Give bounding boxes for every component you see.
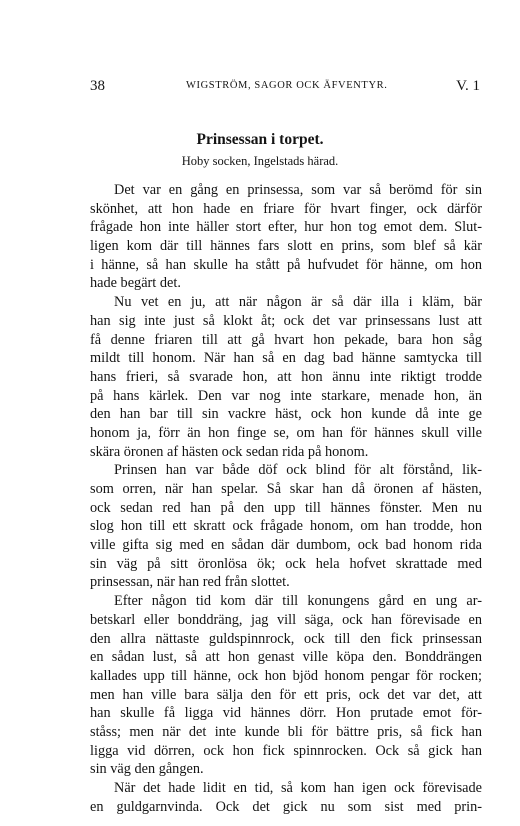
text-line: skönhet, att hon hade en friare för hvart finger, ock därför (90, 200, 482, 217)
text-line: sin väg på sitt öronlösa ök; ock hela hofvet skrattade med (90, 555, 482, 572)
volume-mark: V. 1 (456, 78, 480, 94)
text-line: Det var en gång en prinsessa, som var så berömd för sin (114, 182, 482, 198)
text-line: få denne friaren till att gå hvart hon pekade, bara hon såg (90, 331, 482, 348)
story-subtitle: Hoby socken, Ingelstads härad. (181, 154, 339, 168)
text-line: slog hon till ett skratt ock frågade honom, om han trodde, hon (90, 518, 482, 535)
text-line: ligga vid dörren, ock hon fick spinnrocken. Ock så gick han (90, 742, 482, 759)
text-line: betskarl eller bonddräng, jag vill säga, ock han förevisade en (90, 611, 482, 628)
text-line: ligen kom där till hännes fars slott en prins, som blef så kär (90, 238, 482, 255)
text-line: mildt till honom. När han så en dag bad hänne samtycka till (90, 350, 482, 367)
text-line: Nu vet en ju, att när någon är så där illa i kläm, bär (114, 294, 482, 311)
text-line: en sådan lust, så att hon genast ville köpa den. Bonddrängen (90, 649, 482, 666)
text-line: När det hade lidit en tid, så kom han igen ock förevisade (114, 780, 482, 796)
text-line: Prinsen han var både döf ock blind för alt förstånd, lik- (114, 462, 482, 479)
text-line: på hans kärlek. Den var nog inte starkare, menade hon, än (90, 387, 482, 404)
text-line: som orren, när han spelar. Så skar han då öronen af hästen, (90, 481, 482, 497)
text-line: den allra nättaste guldspinnrock, ock till den fick prinsessan (90, 630, 482, 647)
story-title: Prinsessan i torpet. (196, 131, 324, 148)
running-head (90, 78, 480, 98)
text-line: frågade hon inte häller stort efter, hur hon tog emot dem. Slut- (90, 219, 482, 236)
text-line: han skulle få ligga vid hännes dörr. Hon prutade emot för- (90, 705, 482, 722)
running-title: WIGSTRÖM, SAGOR OCK ÄFVENTYR. (186, 80, 388, 91)
text-line: ståss; men när det inte kunde bli för bättre pris, så fick han (90, 723, 482, 740)
text-line: i hänne, så han skulle ha stått på hufvudet för hänne, om hon (90, 256, 482, 273)
text-line: skära öronen af hästen ock sedan rida på honom. (90, 443, 369, 460)
text-line: hans frieri, så svarade hon, att hon ännu inte riktigt trodde (90, 368, 482, 385)
text-line: ock sedan red han på den upp till hännes fönster. Men nu (90, 499, 482, 516)
text-line: Efter någon tid kom där till konungens gård en ung ar- (114, 593, 482, 610)
text-line: kallades upp till hänne, ock hon bjöd honom pengar för rocken; (90, 667, 482, 684)
text-line: men han ville bara sälja den för ett pris, ock det var det, att (90, 686, 482, 703)
text-line: hade begärt det. (90, 275, 181, 292)
text-line: honom ja, förr än hon finge se, om han för hännes skull ville (90, 424, 482, 441)
text-line: ville gifta sig med en sådan där dumbom, ock bad honom rida (90, 537, 482, 554)
text-line: en guldgarnvinda. Ock det gick nu som sist med prin- (90, 798, 482, 815)
body-text (90, 181, 482, 816)
text-line: han sig inte just så klokt åt; ock det var prinsessans lust att (90, 312, 482, 329)
text-line: den han bar till sin vackre häst, ock hon kunde då inte ge (90, 406, 482, 423)
text-line: prinsessan, när han red från slottet. (90, 574, 290, 591)
text-line: sin väg den gången. (90, 761, 204, 778)
page-number: 38 (90, 78, 105, 94)
